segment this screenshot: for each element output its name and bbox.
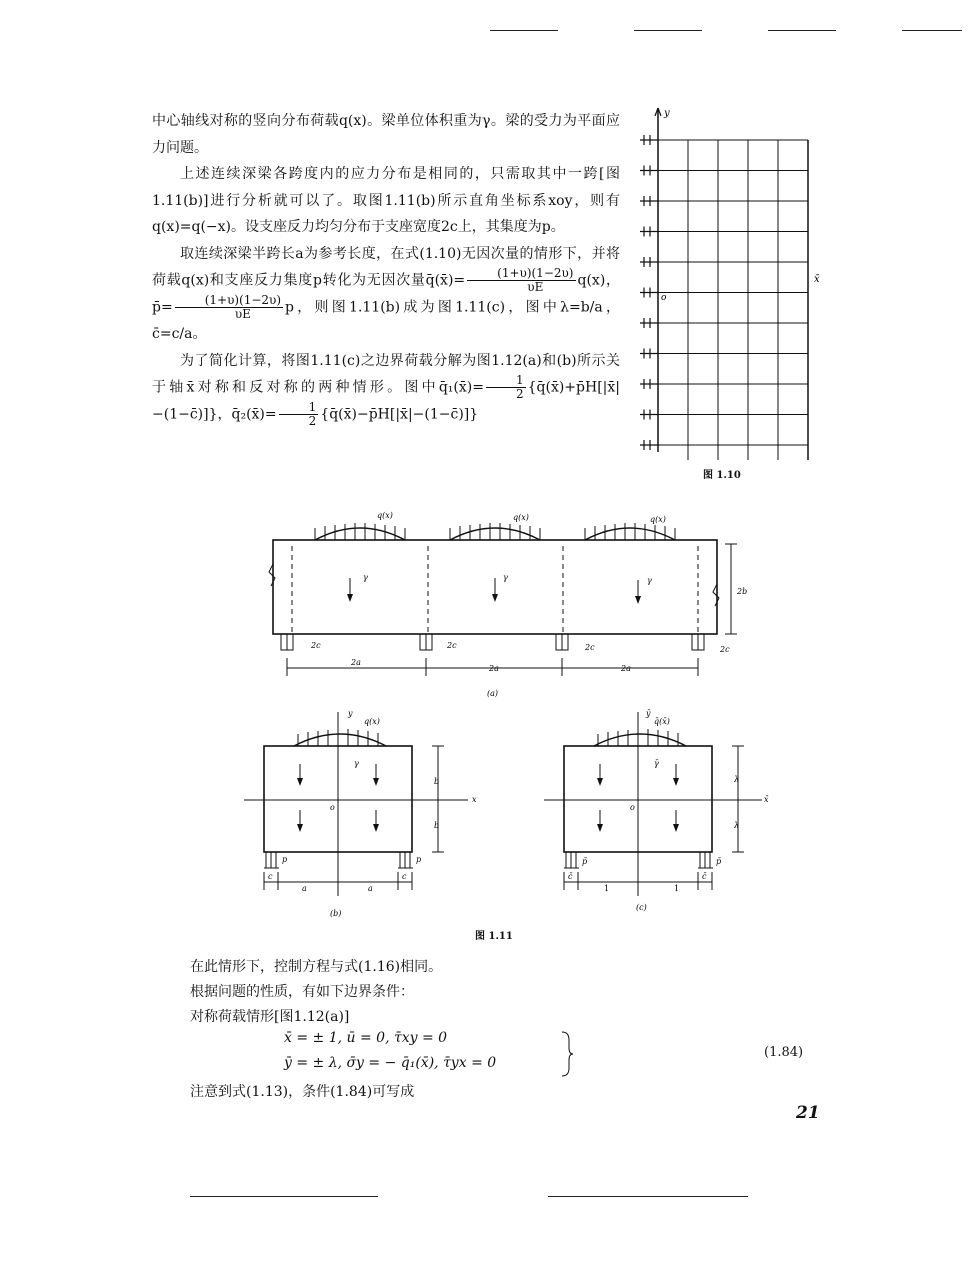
load-label: q(x) <box>377 511 393 520</box>
axis-x-label: x̄ <box>814 274 820 285</box>
figure-1-11-caption: 图 1.11 <box>475 931 513 942</box>
figure-1-10-caption: 图 1.10 <box>703 470 741 481</box>
height-label: 2b <box>737 587 748 596</box>
half-span-label: a <box>368 884 373 893</box>
equation-number: (1.84) <box>764 1045 804 1060</box>
boundary-spring <box>640 349 658 359</box>
origin-label: o <box>630 803 635 812</box>
span-label: 2a <box>489 664 499 673</box>
fraction: $\frac{(1+\upsilon)(1-2\upsilon)}{\upsilon E}$ <box>467 267 575 294</box>
scan-mark <box>634 30 702 31</box>
load-label: q̄(x̄) <box>654 717 670 726</box>
subfigure-label: (c) <box>636 903 647 912</box>
subfigure-label: (a) <box>487 689 499 698</box>
support-label: 2c <box>311 641 321 650</box>
support-label: c̄ <box>702 872 707 881</box>
scan-mark <box>190 1196 378 1197</box>
axis-y-label: y <box>664 108 670 119</box>
load-arcs <box>315 523 675 540</box>
body-text <box>152 108 620 428</box>
support-label: c <box>268 872 273 881</box>
paragraph-3: 取连续深梁半跨长a为参考长度，在式(1.10)无因次量的情形下，并将荷载q(x)和支座反力集度p转化为无因次量q̄(x̄)= $\frac{(1+\upsilon)(1-2\upsilon)}{\upsilon E}$ q(x)，p̄= $\frac{(1+\upsilon)(1-2\upsilon)}{\upsilon E}$ p，则图1.11(b)成为图1.11(c)，图中λ=b/a，c̄=c/a。 <box>152 245 620 342</box>
load-label: q(x) <box>513 513 529 522</box>
boundary-spring <box>640 257 658 267</box>
boundary-spring <box>640 288 658 298</box>
reaction-label: p̄ <box>716 857 722 866</box>
text-line: 在此情形下，控制方程与式(1.16)相同。 <box>190 959 443 975</box>
break-mark <box>269 564 275 586</box>
boundary-spring <box>640 318 658 328</box>
boundary-spring <box>640 379 658 389</box>
bottom-text-tail <box>190 1080 830 1105</box>
fraction: $\frac{1}{2}$ <box>279 401 319 428</box>
equation-line-2: ȳ = ± λ, σ̄y = − q̄₁(x̄), τ̄yx = 0 <box>284 1055 497 1071</box>
boundary-spring <box>640 227 658 237</box>
break-mark <box>713 584 719 606</box>
boundary-spring <box>640 440 658 450</box>
paragraph-2: 上述连续深梁各跨度内的应力分布是相同的，只需取其中一跨[图1.11(b)]进行分析就可以了。取图1.11(b)所示直角坐标系xoy，则有q(x)=q(−x)。设支座反力均匀分布于支座宽度2c上，其集度为p。 <box>152 166 620 235</box>
load-label: q(x) <box>364 717 380 726</box>
boundary-spring <box>640 135 658 145</box>
half-span-label: 1 <box>604 884 610 893</box>
weight-label: γ̄ <box>654 759 659 768</box>
figure-1-11b <box>238 706 478 924</box>
boundary-spring <box>640 196 658 206</box>
half-height-label: λ <box>734 775 740 784</box>
axis-y-label: ȳ <box>646 709 651 718</box>
figure-1-11a <box>255 508 755 700</box>
figure-1-10 <box>628 100 828 460</box>
half-height-label: b <box>434 821 440 830</box>
half-span-label: 1 <box>674 884 680 893</box>
equation-line-1: x̄ = ± 1, ū = 0, τ̄xy = 0 <box>284 1030 448 1046</box>
scan-mark <box>768 30 836 31</box>
weight-label: γ <box>363 573 368 582</box>
self-weight-arrows <box>347 578 641 604</box>
origin-label: o <box>330 803 335 812</box>
reaction-label: p̄ <box>582 857 588 866</box>
fraction: $\frac{1}{2}$ <box>486 374 526 401</box>
support-label: c <box>402 872 407 881</box>
support-label: 2c <box>720 645 730 654</box>
paragraph-1: 中心轴线对称的竖向分布荷载q(x)。梁单位体积重为γ。梁的受力为平面应力问题。 <box>152 113 620 156</box>
load-label: q(x) <box>650 515 666 524</box>
support-label: c̄ <box>568 872 573 881</box>
subfigure-label: (b) <box>330 909 342 918</box>
span-label: 2a <box>351 658 361 667</box>
origin-label: o <box>661 293 667 303</box>
half-span-label: a <box>302 884 307 893</box>
half-height-label: b <box>434 777 440 786</box>
text-line: 对称荷载情形[图1.12(a)] <box>190 1009 350 1025</box>
boundary-springs <box>640 135 658 450</box>
bottom-text <box>190 955 830 1030</box>
figure-1-11c <box>538 706 778 924</box>
reaction-label: p <box>282 855 288 864</box>
axis-x-label: x <box>472 795 477 804</box>
scan-mark <box>548 1196 748 1197</box>
supports <box>281 634 704 650</box>
scan-mark <box>902 30 962 31</box>
scan-mark <box>490 30 558 31</box>
page-number: 21 <box>796 1103 820 1123</box>
weight-label: γ <box>503 573 508 582</box>
boundary-spring <box>640 410 658 420</box>
weight-label: γ <box>647 576 652 585</box>
text-line: 根据问题的性质，有如下边界条件： <box>190 984 414 1000</box>
paragraph-4: 为了简化计算，将图1.11(c)之边界荷载分解为图1.12(a)和(b)所示关于轴x̄对称和反对称的两种情形。图中q̄₁(x̄)= $\frac{1}{2}$ {q̄(x̄)+p̄H[|x̄|−(1−c̄)]}，q̄₂(x̄)= $\frac{1}{2}$ {q̄(x̄)−p̄H[|x̄|−(1−c̄)]} <box>152 352 620 428</box>
axis-x-label: x̄ <box>764 795 769 804</box>
text-line: 注意到式(1.13)，条件(1.84)可写成 <box>190 1084 415 1100</box>
boundary-spring <box>640 166 658 176</box>
fraction: $\frac{(1+\upsilon)(1-2\upsilon)}{\upsilon E}$ <box>175 294 283 321</box>
span-label: 2a <box>621 664 631 673</box>
weight-label: γ <box>354 759 359 768</box>
support-label: 2c <box>585 643 595 652</box>
reaction-label: p <box>416 855 422 864</box>
mesh-grid <box>658 140 808 460</box>
support-label: 2c <box>447 641 457 650</box>
half-height-label: λ <box>734 821 740 830</box>
axis-y-label: y <box>348 709 353 718</box>
equation-brace <box>560 1030 574 1078</box>
